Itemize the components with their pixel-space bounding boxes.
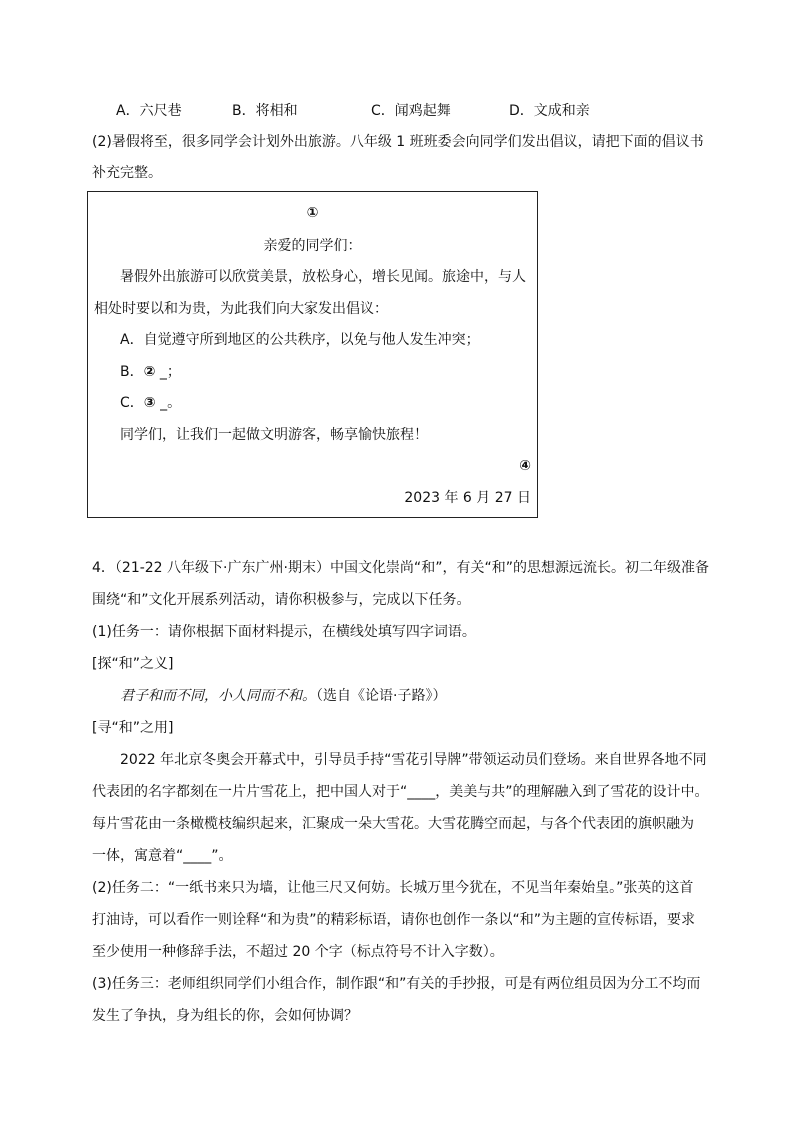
q4-quote [120,686,446,706]
q4-quote-text: 君子和而不同，小人同而不和。 [120,688,316,704]
q4-task-1: (1)任务一：请你根据下面材料提示，在横线处填写四字词语。 [92,624,476,640]
option-d-text: 文成和亲 [533,103,590,119]
option-c [371,101,451,121]
letter-closing: 同学们，让我们一起做文明游客，畅享愉快旅程！ [120,427,428,443]
letter-signature-blank: ④ [519,458,531,474]
option-d-letter: D． [509,103,534,119]
letter-date: 2023 年 6 月 27 日 [404,490,531,506]
q4-para-line-1: 2022 年北京冬奥会开幕式中，引导员手持“雪花引导牌”带领运动员们登场。来自世界各地不同 [120,752,707,768]
letter-title-blank: ① [306,205,319,221]
option-d [509,101,590,121]
q4-task-2-line-1: (2)任务二：“一纸书来只为墙，让他三尺又何妨。长城万里今犹在，不见当年秦始皇。”张英的这首 [92,880,694,896]
q4-para-line-4: 一体，寓意着“____”。 [92,848,233,864]
option-a [116,101,182,121]
q4-para-line-2: 代表团的名字都刻在一片片雪花上，把中国人对于“____，美美与共”的理解融入到了雪花的设计中。 [92,784,709,800]
letter-body-line-1: 暑假外出旅游可以欣赏美景，放松身心，增长见闻。旅途中，与人 [120,269,526,285]
letter-item-b-blank: ② [143,364,156,380]
q4-para-line-3: 每片雪花由一条橄榄枝编织起来，汇聚成一朵大雪花。大雪花腾空而起，与各个代表团的旗帜融为 [92,816,694,832]
q4-task-3-line-1: (3)任务三：老师组织同学们小组合作，制作跟“和”有关的手抄报，可是有两位组员因为分工不均而 [92,976,701,992]
q2-line-2: 补充完整。 [92,165,162,181]
q4-task-2-line-2: 打油诗，可以看作一则诠释“和为贵”的精彩标语，请你也创作一条以“和”为主题的宣传标语，要求 [92,912,696,928]
option-b [232,101,298,121]
option-c-letter: C． [371,103,395,119]
q4-line-1: 4．（21-22 八年级下·广东广州·期末）中国文化崇尚“和”，有关“和”的思想源远流长。初二年级准备 [92,560,709,576]
letter-item-b-suffix: _； [159,364,181,380]
letter-item-c [120,393,181,413]
q4-task-2-line-3: 至少使用一种修辞手法，不超过 20 个字（标点符号不计入字数）。 [92,944,504,960]
q4-section-meaning: [探“和”之义] [92,656,174,672]
letter-item-c-blank: ③ [143,395,156,411]
option-a-letter: A． [116,103,140,119]
q4-task-3-line-2: 发生了争执，身为组长的你，会如何协调？ [92,1008,358,1024]
letter-item-c-suffix: _。 [160,395,182,411]
letter-item-b [120,362,181,382]
option-c-text: 闻鸡起舞 [394,103,451,119]
option-b-text: 将相和 [255,103,298,119]
q2-line-1: (2)暑假将至，很多同学会计划外出旅游。八年级 1 班班委会向同学们发出倡议，请把下面的倡议书 [92,134,704,150]
letter-body-line-2: 相处时要以和为贵，为此我们向大家发出倡议： [94,301,388,317]
q4-section-use: [寻“和”之用] [92,720,174,736]
letter-item-b-prefix: B． [120,364,144,380]
option-b-letter: B． [232,103,256,119]
letter-item-a: A．自觉遵守所到地区的公共秩序，以免与他人发生冲突； [120,332,480,348]
q4-quote-source: （选自《论语·子路》） [316,688,447,704]
letter-greeting: 亲爱的同学们： [263,238,362,254]
q4-line-2: 围绕“和”文化开展系列活动，请你积极参与，完成以下任务。 [92,592,471,608]
proposal-letter-box [87,191,538,518]
option-a-text: 六尺巷 [139,103,182,119]
letter-item-c-prefix: C． [120,395,144,411]
